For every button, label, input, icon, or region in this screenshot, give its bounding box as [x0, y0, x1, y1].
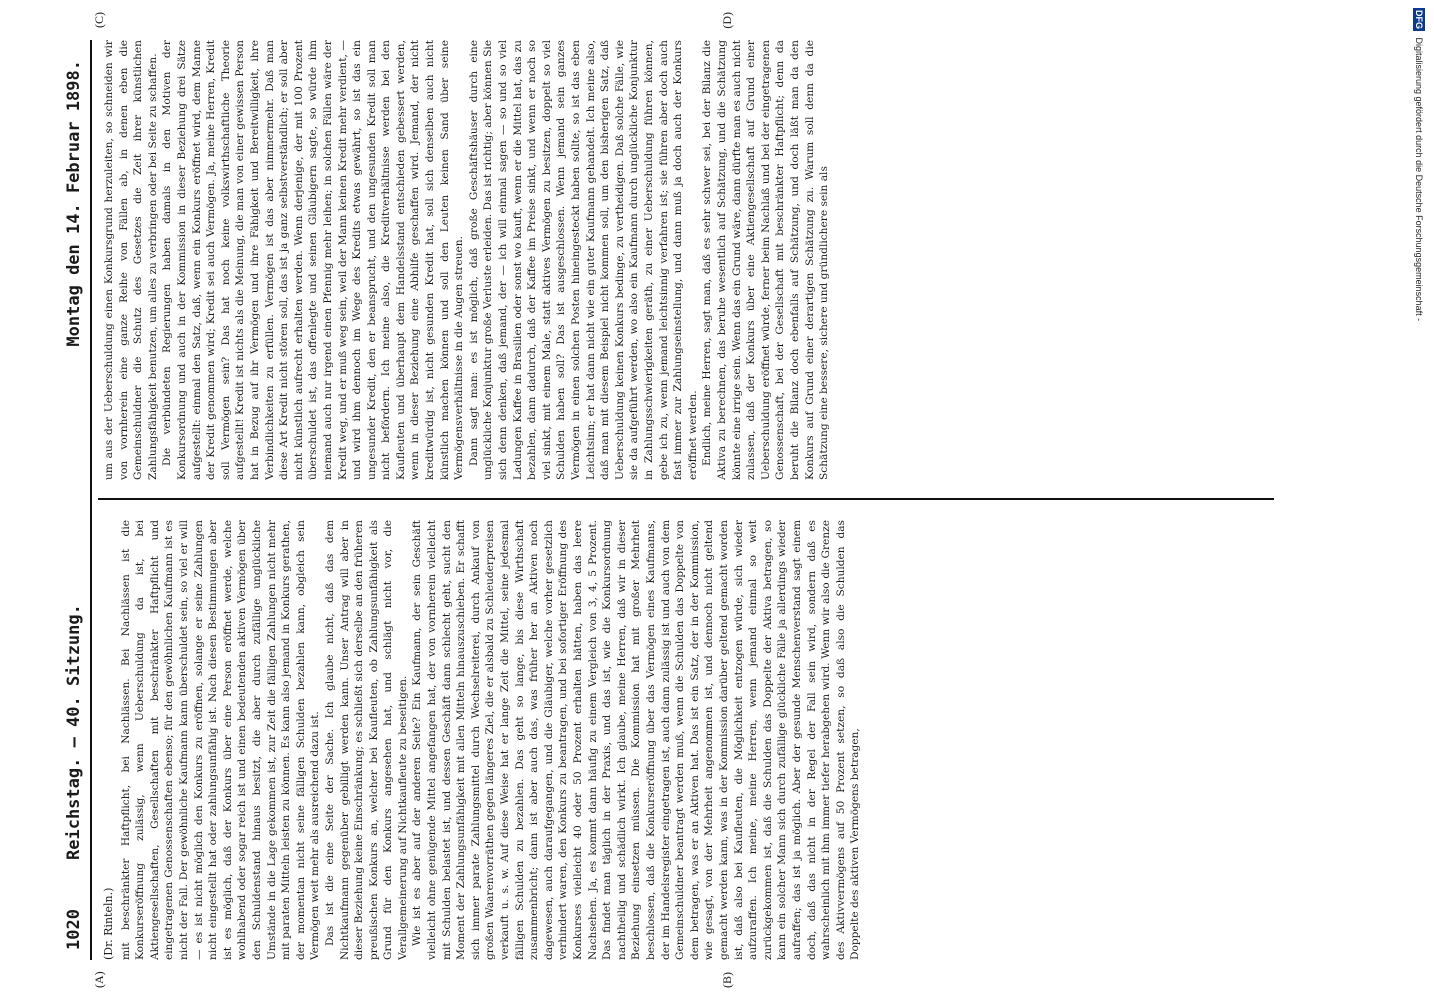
column-divider	[98, 498, 1274, 500]
paragraph: Endlich, meine Herren, sagt man, daß es sehr schwer sei, bei der Bilanz die Aktiva zu berechnen, das beruhe wesentlich auf Schätzung, und die Schätzung könnte eine irrige sein. Wenn das ein Grund wäre, dann dürfte man es auch nicht zulassen, daß der Konkurs über eine Aktiengesellschaft auf Grund einer Ueberschuldung eröffnet würde, ferner beim Nachlaß und bei der eingetragenen Genossenschaft, bei der Gesellschaft mit beschränkter Haftpflicht; denn da beruht die Bilanz doch ebenfalls auf Schätzung, und doch läßt man da den Konkurs auf Grund einer derartigen Schätzung zu. Warum soll denn da die Schätzung eine bessere, sichere und gründlichere sein als	[701, 40, 831, 480]
header-left-title: Reichstag. — 40. Sitzung.	[64, 604, 84, 860]
credit-text: Digitalisierung gefördert durch die Deutsche Forschungsgemeinschaft -	[1414, 37, 1424, 322]
paragraph: Die verbündeten Regierungen haben damals in den Motiven der Konkursordnung und auch in der Kommission in dieser Beziehung drei Sätze aufgestellt: einmal den Satz, daß, wenn ein Konkurs eröffnet wird, dem Manne der Kredit genommen wird; Kredit sei auch Vermögen. Ja, meine Herren, Kredit soll Vermögen sein? Das hat noch keine volkswirthschaftliche Theorie aufgestellt! Kredit ist nichts als die Meinung, die man von einer gewissen Person hat in Bezug auf ihr Vermögen und ihre Fähigkeit und Bereitwilligkeit, ihre Verbindlichkeiten zu erfüllen. Vermögen ist das aber nimmermehr. Daß man diese Art Kredit nicht stören soll, das ist ja ganz selbstverständlich; er soll aber nicht künstlich aufrecht erhalten werden. Wenn derjenige, der mit 100 Prozent überschuldet ist, das offenlegte und seinen Gläubigern sagte, so würde ihm niemand auch nur irgend einen Pfennig mehr leihen; in solchen Fällen wäre der Kredit weg, und er muß weg sein, weil der Mann keinen Kredit mehr verdient, — und wird ihm dennoch im Wege des Kredits etwas gewährt, so ist das ein ungesunder Kredit, den er beansprucht, und den ungesunden Kredit soll man nicht befördern. Ich meine also, die Kreditverhältnisse werden bei den Kaufleuten und überhaupt dem Handelsstand entschieden gebessert werden, wenn in dieser Beziehung eine Abhilfe geschaffen wird. Jemand, der nicht kreditwürdig ist, nicht gesunden Kredit hat, soll sich denselben auch nicht künstlich machen können und soll den Leuten keinen Sand über seine Vermögensverhältnisse in die Augen streuen.	[161, 40, 466, 480]
paragraph: um aus der Ueberschuldung einen Konkursgrund herzuleiten, so schneiden wir von vornherein eine ganze Reihe von Fällen ab, in denen eben die Gemeinschuldner die Schutz des Gesetzes die Zeit ihrer künstlichen Zahlungsfähigkeit benutzen, um alles zu verbringen oder bei Seite zu schaffen.	[103, 40, 159, 480]
page-header	[60, 40, 92, 960]
paragraph: Das ist die eine Seite der Sache. Ich glaube nicht, daß das dem Nichtkaufmann gegenüber gebilligt werden kann. Unser Antrag will aber in dieser Beziehung keine Einschränkung; es schließt sich derselbe an den früheren preußischen Konkurs an, welcher bei Kaufleuten, ob Zahlungsunfähigkeit als Grund für den Konkurs angesehen hat, und schlägt nicht vor, die Verallgemeinerung auf Nichtkaufleute zu beseitigen.	[323, 520, 409, 960]
margin-marker-b: (B)	[720, 972, 734, 988]
paragraph: Wie ist es aber auf der anderen Seite? Ein Kaufmann, der sein Geschäft vielleicht ohne genügende Mittel angefangen hat, der von vornherein vielleicht mit Schulden belastet ist, und dessen Geschäft dann schlecht geht, sucht den Moment der Zahlungsunfähigkeit mit allen Mitteln hinauszuschieben. Er schafft sich immer parate Zahlungsmittel durch Wechselreiterei, durch Ankauf von großen Waarenvorräthen gegen längeres Ziel, die er alsbald zu Schleuderpreisen verkauft u. s. w. Auf diese Weise hat er lange Zeit die Mittel, seine jedesmal fälligen Schulden zu bezahlen. Das geht so lange, bis diese Wirthschaft zusammenbricht; dann ist aber auch das, was früher her an Aktiven noch dagewesen, auch daraufgegangen, und die Gläubiger, welche vorher gesetzlich verhindert waren, den Konkurs zu beantragen, und bei sofortiger Eröffnung des Konkurses vielleicht 40 oder 50 Prozent erhalten hätten, haben das leere Nachsehen. Ja, es kommt dann häufig zu einem Vergleich von 3, 4, 5 Prozent. Das findet man täglich in der Praxis, und das ist, wie die Konkursordnung nachtheilig und schädlich wirkt. Ich glaube, meine Herren, daß wir in dieser Beziehung einsetzen müssen. Die Kommission hat mit großer Mehrheit beschlossen, daß die Konkurseröffnung über das Vermögen eines Kaufmanns, der im Handelsregister eingetragen ist, auch dann zulässig ist und auch von dem Gemeinschuldner beantragt werden muß, wenn die Schulden das Doppelte von dem betragen, was er an Aktiven hat. Das ist ein Satz, der in der Kommission, wie gesagt, von der Mehrheit angenommen ist, und dennoch nicht geltend gemacht werden kann, was in der Kommission darüber geltend gemacht worden ist, daß also bei Kaufleuten, die Möglichkeit entzogen würde, sich wieder aufzuraffen. Ich meine, meine Herren, wenn jemand einmal so weit zurückgekommen ist, daß die Schulden das Doppelte der Aktiva betragen, so kann ein solcher Mann sich durch zufällige glückliche Fälle ja allerdings wieder aufraffen; das ist ja möglich. Aber der gesunde Menschenverstand sagt einem doch, daß das nicht in der Regel der Fall sein wird, sondern daß es wahrscheinlich mit ihm immer tiefer herabgehen wird. Wenn wir also die Grenze des Aktivvermögens auf 50 Prozent setzen, so daß also die Schulden das Doppelte des aktiven Vermögens betragen,	[411, 520, 862, 960]
paragraph: mit beschränkter Haftpflicht, bei Nachlässen. Bei Nachlässen ist die Konkurseröffnung zulässig, wenn Ueberschuldung da ist, bei Aktiengesellschaften, Gesellschaften mit beschränkter Haftpflicht und eingetragenen Genossenschaften ebenso; für den gewöhnlichen Kaufmann ist es nicht der Fall. Der gewöhnliche Kaufmann kann überschuldet sein, so viel er will — es ist nicht möglich den Konkurs zu eröffnen, solange er seine Zahlungen nicht eingestellt hat oder zahlungsunfähig ist. Nach diesen Bestimmungen aber ist es möglich, daß der Konkurs über eine Person eröffnet werde, welche wohlhabend oder sogar reich ist und einen bedeutenden aktiven Vermögen über den Schuldenstand hinaus besitzt, die aber durch zufällige unglückliche Umstände in die Lage gekommen ist, zur Zeit die fälligen Zahlungen nicht mehr mit paraten Mitteln leisten zu können. Es kann also jemand in Konkurs gerathen, der momentan nicht seine fälligen Schulden bezahlen kann, obgleich sein Vermögen weit mehr als ausreichend dazu ist.	[119, 520, 322, 960]
speaker-label: (Dr. Rinteln.)	[102, 887, 115, 960]
margin-marker-d: (D)	[720, 12, 734, 29]
margin-marker-a: (A)	[92, 971, 106, 988]
page-number: 1020	[64, 909, 84, 950]
right-column	[102, 40, 1259, 480]
paragraph: Dann sagt man: es ist möglich, daß große Geschäftshäuser durch eine unglückliche Konjunktur große Verluste erleiden. Das ist richtig; aber können Sie sich denn denken, daß jemand, der — ich will einmal sagen — so und so viel Ladungen Kaffee in Brasilien oder sonst wo kauft, wenn er die Mittel hat, das zu bezahlen, dann dadurch, daß der Kaffee im Preise sinkt, und wenn er noch so viel sinkt, mit einem Male, statt aktives Vermögen zu besitzen, doppelt so viel Schulden haben soll? Das ist ausgeschlossen. Wenn jemand sein ganzes Vermögen in einen solchen Posten hineingesteckt haben sollte, so ist das eben Leichtsinn; er hat dann nicht wie ein guter Kaufmann gehandelt. Ich meine also, daß man mit diesem Beispiel nicht kommen soll, um den bisherigen Satz, daß Ueberschuldung keinen Konkurs bedinge, zu vertheidigen. Daß solche Fälle, wie sie da aufgeführt werden, wo also ein Kaufmann durch unglückliche Konjunktur in Zahlungsschwierigkeiten geräth, zu einer Ueberschuldung führen können, gebe ich zu, wenn jemand leichtsinnig verfahren ist; sie führen aber doch auch fast immer zur Zahlungseinstellung, und dann muß ja doch auch der Konkurs eröffnet werden.	[467, 40, 699, 480]
digitization-credit	[1413, 8, 1425, 321]
header-right-title: Montag den 14. Februar 1898.	[64, 60, 84, 347]
margin-marker-c: (C)	[92, 12, 106, 28]
dfg-logo: DFG	[1414, 10, 1424, 29]
left-column	[102, 520, 1259, 960]
